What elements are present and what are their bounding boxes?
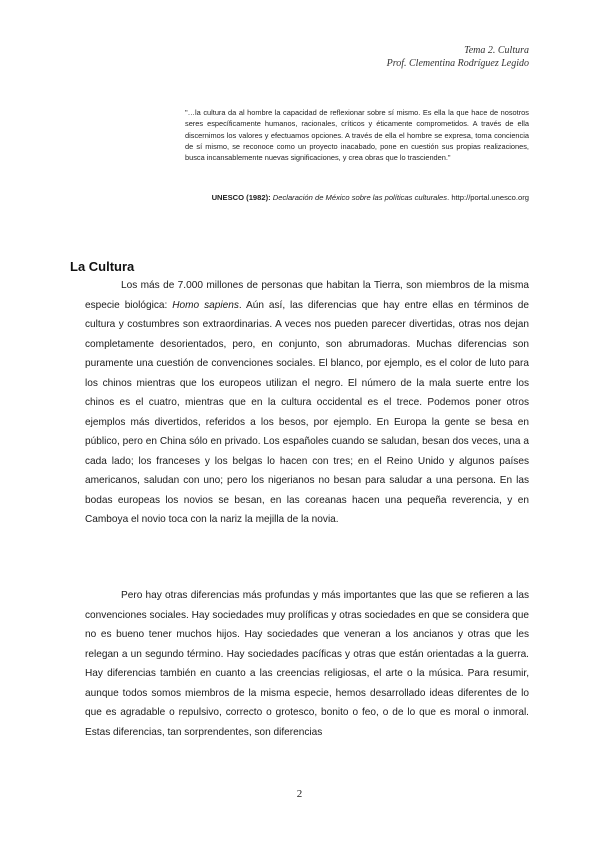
paragraph-1-intro: Los más de 7.000 millones de personas que habitan la Tierra, son miembros de la misma especie biológica:: [85, 280, 529, 311]
source-org: UNESCO (1982):: [211, 193, 271, 202]
page-number: 2: [296, 788, 303, 800]
header-author: Prof. Clementina Rodríguez Legido: [386, 58, 529, 69]
species-name: Homo sapiens: [172, 299, 239, 311]
quote-source: [130, 192, 529, 203]
section-title: La Cultura: [70, 259, 135, 274]
source-title: Declaración de México sobre las políticas culturales: [272, 193, 448, 202]
page-header: [387, 44, 529, 70]
paragraph-1-body: . Aún así, las diferencias que hay entre ellas en términos de cultura y costumbres son extraordinarias. A veces nos pueden parecer divertidas, otras nos dejan completamente desorientados, pero, en conjunto, son abrumadoras. Muchas diferencias son puramente una cuestión de convenciones sociales. El blanco, por ejemplo, es el color de luto para los chinos mientras que los europeos utilizan el negro. El número de la mala suerte entre los chinos es el cuatro, mientras que en la cultura occidental es el trece. Podemos poner otros ejemplos más divertidos, referidos a los besos, por ejemplo. En Europa la gente se besa en público, pero en China sólo en privado. Los españoles cuando se saludan, besan dos veces, una a cada lado; los franceses y los belgas lo hacen con tres; en el Reino Unido y algunos países americanos, saludan con uno; pero los nigerianos no besan para saludar a una persona. En las bodas europeas los novios se besan, en las coreanas hacen una pequeña reverencia, y en Camboya el novio toca con la nariz la mejilla de la novia.: [85, 299, 529, 525]
source-url: . http://portal.unesco.org: [447, 193, 529, 202]
epigraph-quote: "…la cultura da al hombre la capacidad de reflexionar sobre sí mismo. Es ella la que hace de nosotros seres específicamente humanos, racionales, críticos y éticamente comprometidos. A través de ella discernimos los valores y efectuamos opciones. A través de ella el hombre se expresa, toma conciencia de sí mismo, se reconoce como un proyecto inacabado, pone en cuestión sus propias realizaciones, busca incansablemente nuevas significaciones, y crea obras que lo trascienden.": [185, 108, 529, 163]
header-topic: Tema 2. Cultura: [464, 45, 529, 56]
body-paragraph-1: [85, 276, 529, 530]
body-paragraph-2: Pero hay otras diferencias más profundas y más importantes que las que se refieren a las convenciones sociales. Hay sociedades muy prolíficas y otras sociedades en que se considera que no es bueno tener muchos hijos. Hay sociedades que veneran a los ancianos y otras que les relegan a un segundo término. Hay sociedades pacíficas y otras que están orientadas a la guerra. Hay diferencias también en cuanto a las creencias religiosas, el arte o la música. Para resumir, aunque todos somos miembros de la misma especie, hemos desarrollado ideas diferentes de lo que es agradable o repulsivo, correcto o grotesco, bonito o feo, o de lo que es moral o inmoral. Estas diferencias, tan sorprendentes, son diferencias: [85, 590, 529, 738]
